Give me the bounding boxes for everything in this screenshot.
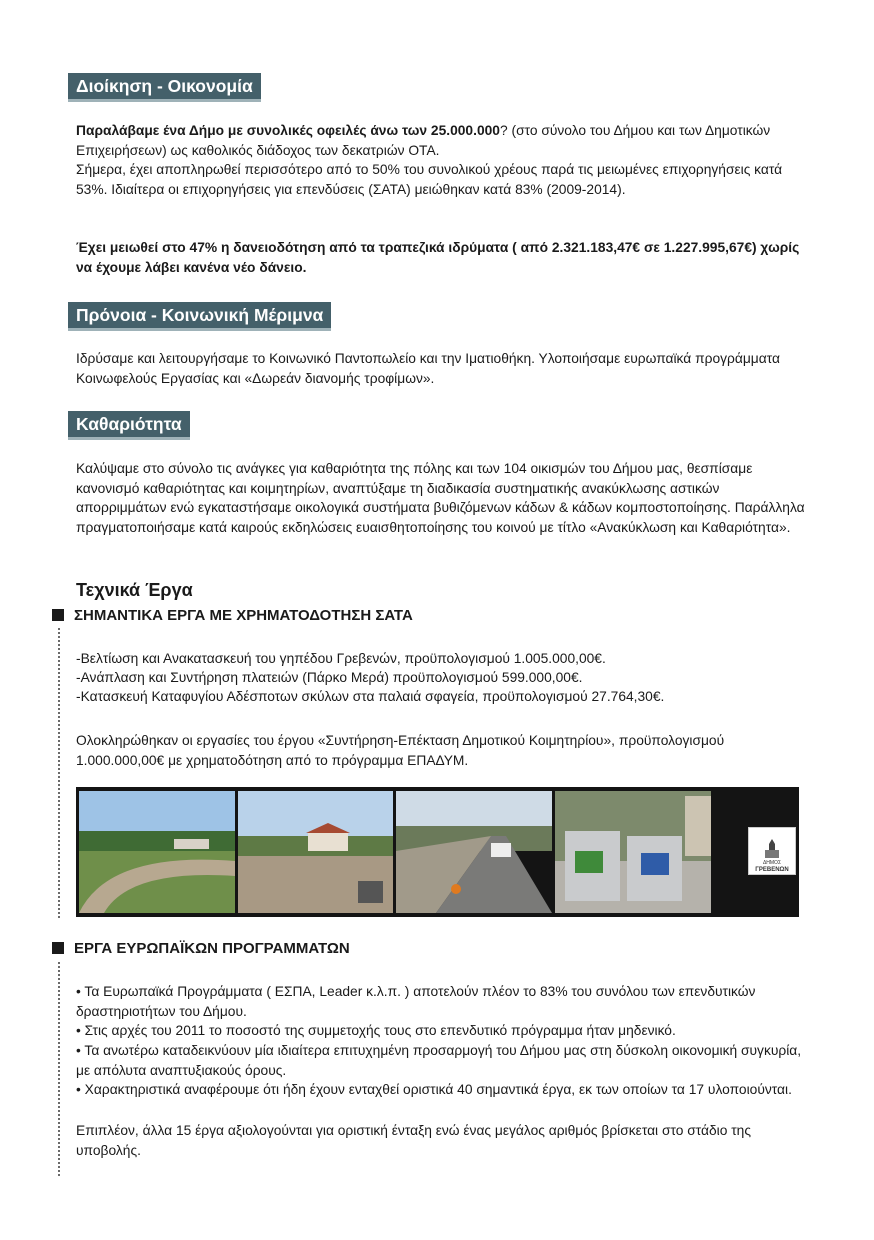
eu-item-2: • Στις αρχές του 2011 το ποσοστό της συμμετοχής τους στο επενδυτικό πρόγραμμα ήταν μηδενικό. [76,1023,676,1038]
admin-paragraph-2: Σήμερα, έχει αποπληρωθεί περισσότερο από το 50% του συνολικού χρέους παρά τις μειωμένες επιχορηγήσεις κατά 53%. Ιδιαίτερα οι επιχορηγήσεις για επενδύσεις (ΣΑΤΑ) μειώθηκαν κατά 83% (2009-2014). [76,162,783,197]
sata-item-3: -Κατασκευή Καταφυγίου Αδέσποτων σκύλων στα παλαιά σφαγεία, προϋπολογισμού 27.764,30€. [76,689,665,704]
logo-text-line1: ΔΗΜΟΣ [762,860,782,866]
section-header-welfare: Πρόνοια - Κοινωνική Μέριμνα [68,302,331,331]
eu-item-4: • Χαρακτηριστικά αναφέρουμε ότι ήδη έχουν ενταχθεί οριστικά 40 σημαντικά έργα, εκ των οποίων τα 17 υλοποιούνται. [76,1082,792,1097]
section-header-administration: Διοίκηση - Οικονομία [68,73,261,102]
sata-item-1: -Βελτίωση και Ανακατασκευή του γηπέδου Γρεβενών, προϋπολογισμού 1.005.000,00€. [76,651,606,666]
photo-recycling-bins [555,791,711,913]
dotted-divider-eu [58,962,60,1176]
cleaning-paragraph: Καλύψαμε στο σύνολο τις ανάγκες για καθαριότητα της πόλης και των 104 οικισμών του Δήμου μας, θεσπίσαμε κανονισμό καθαριότητας και κοιμητηρίων, αναπτύξαμε τη διαδικασία συστηματικής ανακύκλωσης αστικών απορριμμάτων ενώ εγκαταστήσαμε οικολογικά συστήματα βυθιζόμενων κάδων & κάδων κομποστοποίησης. Παράλληλα πραγματοποιήσαμε κατά καιρούς εκδηλώσεις ευαισθητοποίησης του κοινού με τίτλο «Ανακύκλωση και Καθαριότητα». [76,461,805,535]
sata-heading-text: ΣΗΜΑΝΤΙΚΑ ΕΡΓΑ ΜΕ ΧΡΗΜΑΤΟΔΟΤΗΣΗ ΣΑΤΑ [74,606,413,624]
black-square-icon [52,942,64,954]
logo-emblem-icon [762,838,782,860]
cemetery-paragraph: Ολοκληρώθηκαν οι εργασίες του έργου «Συντήρηση-Επέκταση Δημοτικού Κοιμητηρίου», προϋπολογισμού 1.000.000,00€ με χρηματοδότηση από το πρόγραμμα ΕΠΑΔΥΜ. [76,733,725,768]
welfare-paragraph: Ιδρύσαμε και λειτουργήσαμε το Κοινωνικό Παντοπωλείο και την Ιματιοθήκη. Υλοποιήσαμε ευρωπαϊκά προγράμματα Κοινωφελούς Εργασίας και «Δωρεάν διανομής τροφίμων». [76,351,780,386]
admin-paragraph-1 [76,121,806,160]
photo-strip [76,787,799,917]
technical-works-title: Τεχνικά Έργα [76,580,193,600]
admin-loans-bold: Έχει μειωθεί στο 47% η δανειοδότηση από τα τραπεζικά ιδρύματα ( από 2.321.183,47€ σε 1.227.995,67€) χωρίς να έχουμε λάβει κανένα νέο δάνειο. [76,240,800,275]
sata-item-2: -Ανάπλαση και Συντήρηση πλατειών (Πάρκο Μερά) προϋπολογισμού 599.000,00€. [76,670,583,685]
eu-item-5: Επιπλέον, άλλα 15 έργα αξιολογούνται για οριστική ένταξη ενώ ένας μεγάλος αριθμός βρίσκεται στο στάδιο της υποβολής. [76,1123,751,1158]
black-square-icon [52,609,64,621]
eu-item-1: • Τα Ευρωπαϊκά Προγράμματα ( ΕΣΠΑ, Leader κ.λ.π. ) αποτελούν πλέον το 83% του συνόλου των επενδυτικών δραστηριοτήτων του Δήμου. [76,984,756,1019]
photo-square [238,791,393,913]
photo-stadium [79,791,235,913]
admin-debt-bold: Παραλάβαμε ένα Δήμο με συνολικές οφειλές άνω των 25.000.000 [76,123,500,138]
eu-works-heading [52,939,350,957]
dotted-divider-sata [58,628,60,918]
admin-paragraph-3 [76,238,806,277]
eu-heading-text: ΕΡΓΑ ΕΥΡΩΠΑΪΚΩΝ ΠΡΟΓΡΑΜΜΑΤΩΝ [74,939,350,957]
sata-works-heading [52,606,413,624]
admin-debt-rest: ? (στο σύνολο του Δήμου και των Δημοτικών Επιχειρήσεων) ως καθολικός διάδοχος των δεκατριών ΟΤΑ. [76,123,771,158]
logo-text-line2: ΓΡΕΒΕΝΩΝ [755,867,789,873]
section-header-cleaning: Καθαριότητα [68,411,190,440]
eu-item-3: • Τα ανωτέρω καταδεικνύουν μία ιδιαίτερα επιτυχημένη προσαρμογή του Δήμου μας στη δύσκολη οικονομική συγκυρία, με απόλυτα αναπτυξιακούς όρους. [76,1043,802,1078]
municipality-logo [748,827,796,875]
photo-road-works [396,791,552,913]
